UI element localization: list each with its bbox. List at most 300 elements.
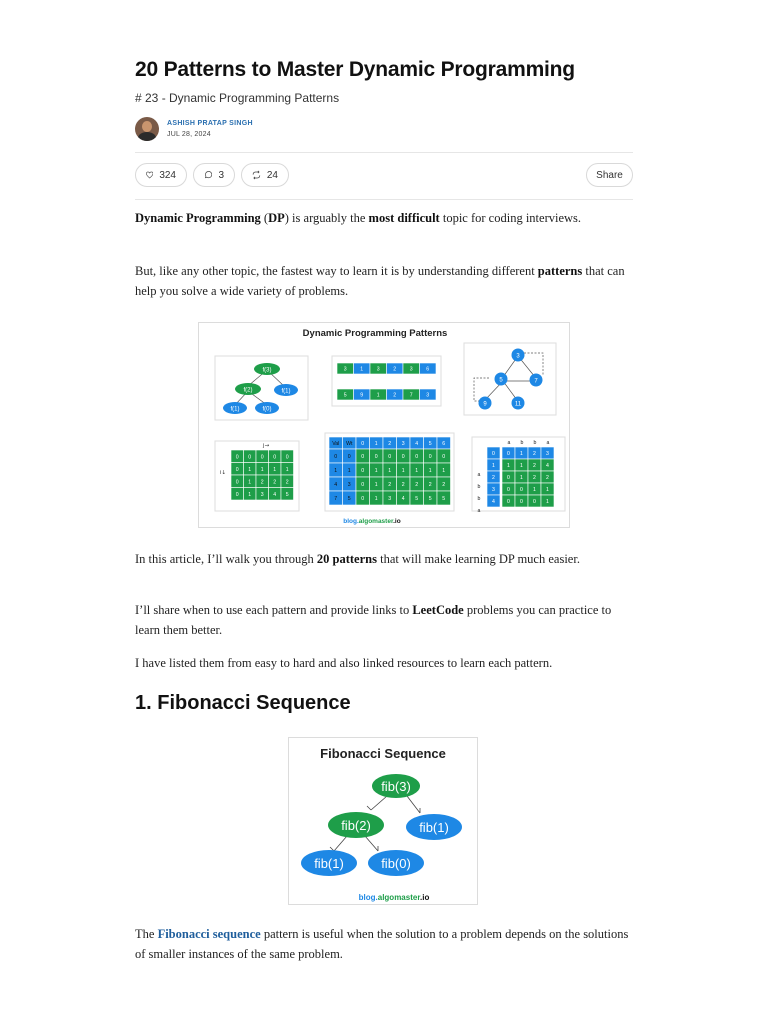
share-button[interactable] (586, 163, 633, 187)
lcs-row-label: b (477, 484, 481, 490)
knapsack-header-cell (437, 437, 451, 449)
lcs-cell-value: 0 (507, 499, 510, 505)
array-cell (403, 363, 420, 374)
graph-node (512, 349, 525, 362)
grid-cell (281, 463, 294, 476)
grid-cell (281, 488, 294, 501)
grid-cell (269, 463, 282, 476)
knapsack-cell (370, 463, 384, 477)
knapsack-cell (397, 463, 411, 477)
knapsack-cell-value: 2 (415, 482, 419, 488)
grid-cell (231, 463, 244, 476)
knapsack-cell-value: 0 (442, 454, 446, 460)
knapsack-cell-value: 0 (361, 454, 365, 460)
divider-bottom (135, 199, 633, 200)
knapsack-cell-value: 0 (415, 454, 419, 460)
knapsack-cell (383, 449, 397, 463)
fib-node-label: fib(0) (381, 856, 411, 871)
knapsack-cell (356, 477, 370, 491)
knapsack-cell (383, 477, 397, 491)
knapsack-header-cell (410, 437, 424, 449)
lcs-cell (502, 447, 515, 459)
grid-cell (231, 475, 244, 488)
array-cell (387, 389, 404, 400)
lcs-cell-value: 1 (507, 463, 510, 469)
knapsack-cell (329, 477, 343, 491)
text-run: pattern is useful when the solution to a problem depends on the solutions of smaller instances of the same problem. (135, 927, 629, 961)
knapsack-cell-value: 2 (428, 482, 432, 488)
lcs-cell-value: 0 (507, 451, 510, 457)
array-cell-value: 1 (376, 392, 380, 399)
graph-node-label: 3 (516, 353, 520, 360)
knapsack-cell-value: 0 (361, 496, 365, 502)
section-heading-fibonacci: 1. Fibonacci Sequence (135, 692, 351, 714)
knapsack-cell-value: 1 (428, 468, 432, 474)
grid-cell-value: 1 (260, 466, 264, 473)
knapsack-cell-value: 1 (374, 482, 378, 488)
bold-text: 20 patterns (316, 552, 377, 566)
lcs-index-cell-value: 1 (492, 463, 495, 469)
knapsack-cell (410, 449, 424, 463)
fib-node-label: fib(3) (381, 779, 411, 794)
array-top (337, 363, 436, 374)
fib-node (372, 774, 420, 798)
array-bottom (337, 389, 436, 400)
knapsack-cell (343, 491, 357, 505)
array-cell (337, 363, 354, 374)
grid-cell-value: 0 (235, 479, 239, 486)
knapsack-cell-value: 7 (334, 496, 338, 502)
knapsack-cell (410, 477, 424, 491)
share-label: Share (596, 169, 623, 181)
array-cell (354, 363, 371, 374)
graph-node-label: 5 (499, 377, 503, 384)
grid-cell-value: 5 (285, 491, 289, 498)
tree-node-label: f(0) (262, 406, 272, 413)
knapsack-cell (424, 477, 438, 491)
lcs-cell-value: 2 (546, 475, 549, 481)
fib-node (406, 814, 462, 840)
text-run: But, like any other topic, the fastest way to learn it is by understanding different (135, 264, 538, 278)
heart-icon (146, 169, 153, 181)
knapsack-header-cell (424, 437, 438, 449)
array-cell-value: 3 (376, 366, 380, 373)
knapsack-cell-value: 3 (388, 496, 392, 502)
array-cell (420, 363, 437, 374)
array-cell (370, 389, 387, 400)
knapsack-header-cell (343, 437, 357, 449)
grid-cell (281, 450, 294, 463)
knapsack-cell-value: 0 (428, 454, 432, 460)
lcs-cell (541, 483, 554, 495)
restack-button[interactable] (241, 163, 289, 187)
knapsack-cell-value: 1 (374, 496, 378, 502)
lcs-row-label: a (477, 508, 481, 514)
lcs-row-label: b (477, 496, 481, 502)
bold-text: DP (268, 211, 285, 225)
knapsack-cell (356, 463, 370, 477)
grid-cell-value: 1 (248, 466, 252, 473)
lcs-cell-value: 1 (546, 499, 549, 505)
grid-cell (244, 450, 257, 463)
knapsack-table (329, 437, 451, 505)
grid-cell-value: 3 (260, 491, 264, 498)
lcs-cell-value: 4 (546, 463, 549, 469)
intro-paragraph-5: I have listed them from easy to hard and also linked resources to learn each pattern. (135, 656, 553, 670)
graph-node (530, 374, 543, 387)
knapsack-cell-value: 0 (401, 454, 405, 460)
fibonacci-figure[interactable] (288, 737, 478, 905)
array-cell-value: 3 (426, 392, 430, 399)
knapsack-cell (410, 491, 424, 505)
knapsack-cell (343, 477, 357, 491)
array-cell-value: 3 (343, 366, 347, 373)
lcs-cell-value: 2 (533, 475, 536, 481)
lcs-cell-value: 0 (507, 487, 510, 493)
grid-cell-value: 1 (273, 466, 277, 473)
fibonacci-illustration (289, 738, 477, 904)
text-run: that will make learning DP much easier. (376, 552, 580, 566)
author-name[interactable]: ASHISH PRATAP SINGH (167, 120, 253, 127)
grid-cell-value: 0 (235, 491, 239, 498)
graph-node (512, 397, 525, 410)
bold-text: Dynamic Programming (135, 211, 261, 225)
knapsack-header-cell (329, 437, 343, 449)
lcs-index-cell (487, 483, 500, 495)
lcs-cell (515, 459, 528, 471)
lcs-cell-value: 2 (533, 463, 536, 469)
knapsack-cell-value: 2 (442, 482, 446, 488)
text-run: ( (260, 211, 269, 225)
text-run: that can help you solve a wide variety of problems. (135, 264, 625, 298)
grid-cell (269, 475, 282, 488)
knapsack-header-cell (356, 437, 370, 449)
knapsack-cell-value: 1 (401, 468, 405, 474)
grid-cell-value: 0 (248, 454, 252, 461)
grid-cell-value: 0 (273, 454, 277, 461)
brand-watermark (343, 518, 400, 525)
intro-paragraph-2 (135, 261, 633, 301)
knapsack-cell (356, 449, 370, 463)
lcs-index-cell-value: 4 (492, 499, 495, 505)
knapsack-cell (329, 449, 343, 463)
lcs-table (478, 440, 554, 514)
bold-text: LeetCode (412, 603, 464, 617)
lcs-column-label: b (520, 440, 524, 446)
knapsack-cell-value: 3 (347, 482, 351, 488)
knapsack-cell (370, 477, 384, 491)
graph-node-label: 9 (483, 401, 487, 408)
array-cell (420, 389, 437, 400)
lcs-cell-value: 0 (533, 499, 536, 505)
dp-patterns-figure[interactable] (198, 322, 570, 528)
graph-node-label: 11 (514, 401, 522, 408)
post-actions (135, 163, 633, 189)
knapsack-header-cell-value: 0 (361, 441, 365, 447)
grid-cell (269, 450, 282, 463)
knapsack-cell (370, 449, 384, 463)
post-date: JUL 28, 2024 (167, 131, 211, 138)
knapsack-cell-value: 0 (347, 454, 351, 460)
lcs-cell (515, 495, 528, 507)
grid-cell-value: 2 (285, 479, 289, 486)
grid-cell-value: 2 (273, 479, 277, 486)
knapsack-cell-value: 0 (334, 454, 338, 460)
array-cell-value: 5 (343, 392, 347, 399)
graph-node (495, 373, 508, 386)
knapsack-cell (329, 463, 343, 477)
array-cell (403, 389, 420, 400)
lcs-cell-value: 2 (533, 451, 536, 457)
knapsack-cell-value: 2 (388, 482, 392, 488)
knapsack-cell-value: 1 (347, 468, 351, 474)
knapsack-cell (383, 491, 397, 505)
knapsack-header-cell-value: 5 (428, 441, 432, 447)
lcs-cell-value: 1 (533, 487, 536, 493)
grid-side-label: i↓ (219, 470, 227, 476)
knapsack-cell (356, 491, 370, 505)
grid-cell (244, 475, 257, 488)
text-run: In this article, I’ll walk you through (135, 552, 317, 566)
lcs-cell-value: 1 (520, 463, 523, 469)
grid-cell (244, 463, 257, 476)
knapsack-cell-value: 2 (401, 482, 405, 488)
lcs-cell (528, 483, 541, 495)
knapsack-cell (437, 463, 451, 477)
fib-node (328, 812, 384, 838)
knapsack-header-cell-value: 3 (401, 441, 405, 447)
lcs-cell-value: 0 (507, 475, 510, 481)
knapsack-cell-value: 0 (374, 454, 378, 460)
fib-node (301, 850, 357, 876)
intro-paragraph-4 (135, 600, 633, 640)
knapsack-cell (410, 463, 424, 477)
author-meta (167, 120, 253, 138)
graph-node-label: 7 (534, 378, 538, 385)
lcs-cell (502, 459, 515, 471)
text-run: ) is arguably the (284, 211, 369, 225)
grid-header-label: j→ (262, 443, 270, 449)
knapsack-cell (437, 491, 451, 505)
fib-node-label: fib(1) (314, 856, 344, 871)
restack-count: 24 (266, 169, 278, 181)
lcs-cell (541, 471, 554, 483)
lcs-cell (515, 447, 528, 459)
bold-text: most difficult (368, 211, 440, 225)
array-cell-value: 2 (393, 366, 397, 373)
knapsack-cell (397, 477, 411, 491)
knapsack-cell (437, 477, 451, 491)
lcs-column-label: a (546, 440, 550, 446)
array-cell (354, 389, 371, 400)
grid-cell-value: 1 (285, 466, 289, 473)
comment-button[interactable] (193, 163, 235, 187)
knapsack-header-cell-value: Wt (346, 441, 353, 447)
brand-part: algomaster (377, 893, 421, 902)
grid-cell (256, 488, 269, 501)
knapsack-cell-value: 5 (347, 496, 351, 502)
intro-paragraph-3 (135, 549, 633, 569)
knapsack-header-cell (370, 437, 384, 449)
knapsack-header-cell (397, 437, 411, 449)
knapsack-cell (424, 449, 438, 463)
lcs-cell (528, 471, 541, 483)
lcs-cell-value: 1 (520, 451, 523, 457)
knapsack-cell (397, 491, 411, 505)
knapsack-cell-value: 5 (442, 496, 446, 502)
like-count: 324 (159, 169, 176, 181)
like-button[interactable] (135, 163, 187, 187)
brand-part: .io (420, 893, 430, 902)
divider-top (135, 152, 633, 153)
lcs-cell (502, 471, 515, 483)
array-cell (337, 389, 354, 400)
knapsack-cell-value: 1 (334, 468, 338, 474)
array-cell-value: 1 (360, 366, 364, 373)
intro-paragraph-1 (135, 208, 633, 228)
tree-node (223, 402, 247, 414)
grid-cell-value: 1 (248, 479, 252, 486)
array-cell (370, 363, 387, 374)
array-cell-value: 6 (426, 366, 430, 373)
fibonacci-paragraph (135, 924, 633, 964)
grid-cell-value: 4 (273, 491, 277, 498)
lcs-cell (541, 459, 554, 471)
lcs-cell (515, 483, 528, 495)
lcs-cell-value: 3 (546, 451, 549, 457)
avatar[interactable] (135, 117, 159, 141)
lcs-cell-value: 1 (546, 487, 549, 493)
lcs-index-cell (487, 495, 500, 507)
text-run: topic for coding interviews. (439, 211, 582, 225)
knapsack-header-cell-value: 1 (374, 441, 378, 447)
fib-node-label: fib(1) (419, 820, 449, 835)
grid-cell-value: 2 (260, 479, 264, 486)
grid-cell-value: 1 (248, 491, 252, 498)
figure-title: Fibonacci Sequence (320, 746, 446, 761)
comment-icon (204, 169, 212, 181)
knapsack-cell-value: 0 (361, 468, 365, 474)
restack-icon (252, 169, 261, 181)
array-cell (387, 363, 404, 374)
lcs-cell-value: 1 (520, 475, 523, 481)
post-subtitle: # 23 - Dynamic Programming Patterns (135, 91, 340, 105)
grid-cell (269, 488, 282, 501)
knapsack-header-cell-value: 4 (415, 441, 419, 447)
text-run: I’ll share when to use each pattern and provide links to (135, 603, 413, 617)
tree-node (235, 383, 261, 395)
tree-node (274, 384, 298, 396)
lcs-cell (502, 495, 515, 507)
lcs-cell (502, 483, 515, 495)
lcs-cell (528, 447, 541, 459)
grid-cell (244, 488, 257, 501)
knapsack-header-cell-value: 2 (388, 441, 392, 447)
grid-cell (281, 475, 294, 488)
lcs-cell-value: 0 (520, 499, 523, 505)
knapsack-cell-value: 5 (428, 496, 432, 502)
lcs-index-cell-value: 3 (492, 487, 495, 493)
fib-node-label: fib(2) (341, 818, 371, 833)
lcs-cell (541, 447, 554, 459)
lcs-cell (541, 495, 554, 507)
comment-count: 3 (218, 169, 224, 181)
fib-node (368, 850, 424, 876)
brand-part: .io (393, 518, 401, 525)
lcs-column-label: b (533, 440, 537, 446)
brand-part: blog. (343, 518, 359, 525)
dp-patterns-illustration (199, 323, 569, 527)
array-cell-value: 9 (360, 392, 364, 399)
author-byline (135, 116, 253, 142)
knapsack-cell (343, 449, 357, 463)
grid-cell (231, 488, 244, 501)
post-title: 20 Patterns to Master Dynamic Programming (135, 58, 575, 81)
lcs-cell-value: 0 (520, 487, 523, 493)
knapsack-cell-value: 1 (415, 468, 419, 474)
tree-node-label: f(2) (243, 387, 253, 394)
knapsack-cell (383, 463, 397, 477)
brand-part: blog. (358, 893, 378, 902)
tree-node-label: f(1) (230, 406, 240, 413)
grid-table (231, 450, 294, 500)
grid-cell (256, 450, 269, 463)
lcs-index-cell-value: 0 (492, 451, 495, 457)
brand-watermark (359, 893, 430, 902)
figure-title: Dynamic Programming Patterns (302, 328, 448, 339)
knapsack-cell (424, 491, 438, 505)
text-run: problems you can practice to learn them better. (135, 603, 612, 637)
knapsack-cell-value: 1 (388, 468, 392, 474)
tree-node-label: f(1) (281, 388, 291, 395)
grid-cell-value: 0 (260, 454, 264, 461)
grid-cell-value: 0 (285, 454, 289, 461)
grid-cell-value: 0 (235, 454, 239, 461)
lcs-index-cell-value: 2 (492, 475, 495, 481)
lcs-index-cell (487, 471, 500, 483)
knapsack-cell (397, 449, 411, 463)
graph-node (479, 397, 492, 410)
knapsack-header-cell (383, 437, 397, 449)
knapsack-cell (437, 449, 451, 463)
lcs-column-label: a (507, 440, 511, 446)
grid-cell (256, 475, 269, 488)
array-cell-value: 3 (409, 366, 413, 373)
knapsack-cell (370, 491, 384, 505)
lcs-index-cell (487, 447, 500, 459)
knapsack-header-cell-value: Val (332, 441, 340, 447)
lcs-cell (528, 459, 541, 471)
knapsack-cell-value: 0 (361, 482, 365, 488)
knapsack-cell (343, 463, 357, 477)
brand-part: algomaster (358, 518, 394, 525)
fibonacci-link[interactable]: Fibonacci sequence (157, 927, 261, 941)
grid-cell (231, 450, 244, 463)
text-run: The (135, 927, 158, 941)
tree-node (254, 363, 280, 375)
tree-node-label: f(3) (262, 367, 272, 374)
lcs-index-cell (487, 459, 500, 471)
knapsack-cell-value: 0 (388, 454, 392, 460)
knapsack-cell-value: 4 (334, 482, 338, 488)
lcs-row-label: a (477, 472, 481, 478)
knapsack-cell-value: 1 (442, 468, 446, 474)
tree-node (255, 402, 279, 414)
array-cell-value: 2 (393, 392, 397, 399)
lcs-cell (528, 495, 541, 507)
bold-text: patterns (537, 264, 583, 278)
knapsack-cell-value: 1 (374, 468, 378, 474)
